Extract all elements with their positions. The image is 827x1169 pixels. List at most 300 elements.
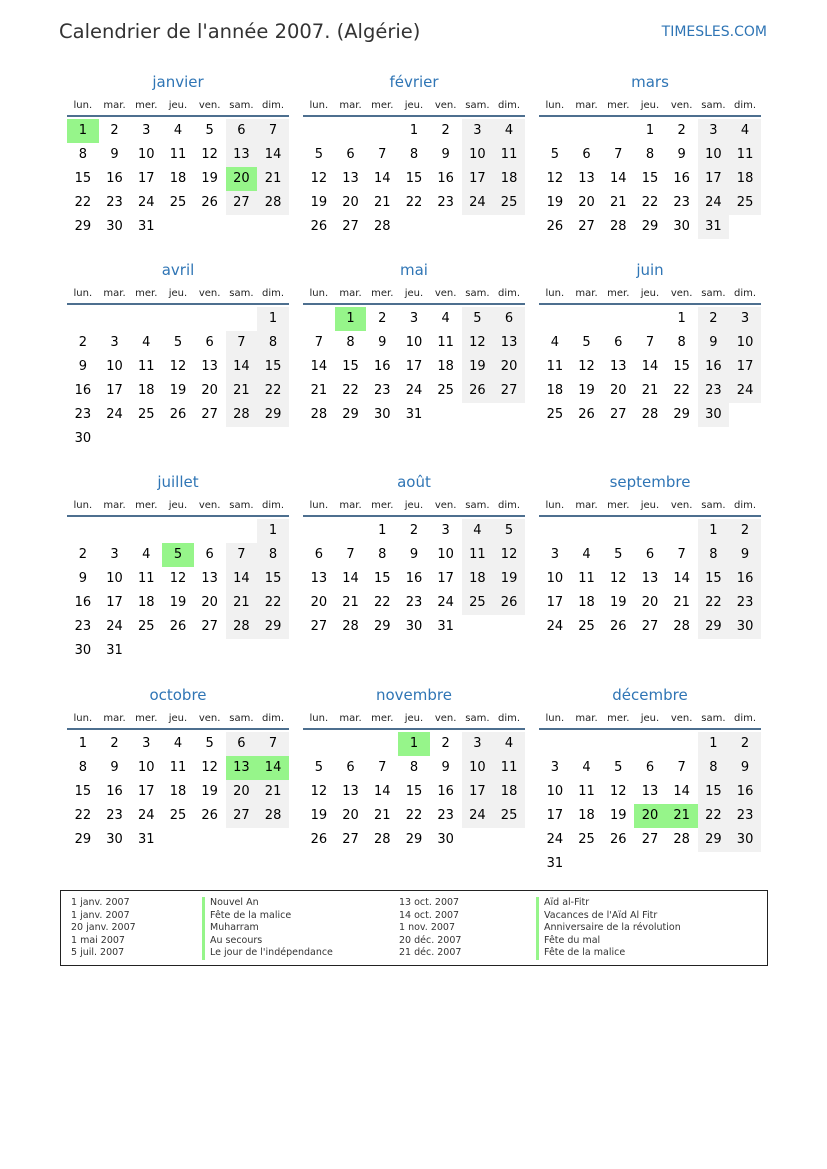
day-cell: 4 (582, 547, 591, 562)
day-cell: 31 (137, 219, 155, 234)
weekday-label: mar. (575, 500, 598, 511)
day-cell: 7 (257, 732, 289, 756)
day-cell: 1 (677, 311, 686, 326)
day-cell: 4 (173, 123, 183, 138)
month-name: septembre (609, 473, 691, 491)
day-cell: 15 (698, 567, 730, 591)
weekday-header (67, 710, 289, 730)
holiday-day-cell: 1 (398, 732, 430, 756)
day-cell: 9 (78, 571, 87, 586)
month-3 (539, 72, 761, 239)
day-cell: 3 (462, 732, 494, 756)
day-cell: 7 (346, 547, 355, 562)
day-cell: 4 (441, 311, 450, 326)
day-cell: 6 (205, 335, 214, 350)
day-cell: 21 (373, 808, 391, 823)
weekday-label: mar. (103, 500, 126, 511)
month-7 (67, 472, 289, 663)
day-cell: 25 (493, 191, 525, 215)
day-cell: 27 (201, 619, 218, 634)
weekday-label: mer. (607, 713, 630, 724)
day-cell: 12 (169, 359, 187, 374)
day-cell: 18 (462, 567, 494, 591)
day-cell: 26 (609, 619, 627, 634)
day-cell: 25 (578, 832, 595, 847)
weekday-label: lun. (545, 713, 565, 724)
empty-cell (539, 119, 571, 143)
weekday-label: lun. (73, 100, 93, 111)
day-cell: 17 (137, 784, 155, 799)
weekday-label: mer. (371, 100, 394, 111)
weekday-label: sam. (229, 713, 254, 724)
day-cell: 10 (729, 331, 761, 355)
day-cell: 13 (226, 143, 258, 167)
day-cell: 2 (378, 311, 387, 326)
day-cell: 8 (346, 335, 355, 350)
day-cell: 1 (378, 523, 387, 538)
day-cell: 24 (729, 379, 761, 403)
day-cell: 26 (201, 195, 218, 210)
weekday-label: lun. (545, 100, 565, 111)
day-cell: 13 (641, 784, 659, 799)
day-cell: 19 (578, 383, 595, 398)
day-cell: 17 (437, 571, 454, 586)
day-cell: 13 (201, 571, 218, 586)
day-cell: 25 (546, 407, 564, 422)
day-cell: 10 (546, 571, 564, 586)
day-cell: 23 (106, 808, 123, 823)
day-cell: 7 (677, 547, 686, 562)
day-cell: 14 (226, 567, 258, 591)
day-cell: 13 (342, 784, 359, 799)
day-cell: 11 (169, 760, 187, 775)
day-cell: 5 (314, 147, 323, 162)
day-cell: 9 (729, 543, 761, 567)
day-grid (539, 307, 761, 427)
day-cell: 24 (698, 191, 730, 215)
day-cell: 11 (437, 335, 454, 350)
weekday-label: dim. (498, 713, 521, 724)
weekday-label: jeu. (168, 713, 188, 724)
day-cell: 11 (729, 143, 761, 167)
weekday-label: sam. (229, 100, 254, 111)
weekday-label: ven. (198, 713, 221, 724)
month-name: mai (400, 261, 428, 279)
legend-date: 5 juil. 2007 (71, 947, 125, 959)
day-cell: 22 (74, 195, 92, 210)
day-cell: 31 (546, 856, 564, 871)
day-cell: 26 (310, 832, 328, 847)
month-10 (67, 685, 289, 852)
weekday-label: mar. (339, 100, 362, 111)
day-cell: 30 (729, 828, 761, 852)
day-grid (303, 732, 525, 852)
weekday-label: jeu. (640, 713, 660, 724)
holiday-day-cell: 13 (226, 756, 258, 780)
day-cell: 27 (310, 619, 328, 634)
weekday-header (539, 497, 761, 517)
empty-cell (366, 119, 398, 143)
day-cell: 10 (546, 784, 564, 799)
day-cell: 5 (614, 547, 623, 562)
day-cell: 26 (201, 808, 218, 823)
day-cell: 3 (550, 760, 559, 775)
day-cell: 13 (342, 171, 359, 186)
legend-holiday-name: Vacances de l'Aïd Al Fitr (536, 910, 681, 923)
day-cell: 23 (729, 591, 761, 615)
day-cell: 31 (106, 643, 123, 658)
weekday-label: dim. (498, 100, 521, 111)
empty-cell (602, 732, 634, 756)
day-cell: 17 (106, 383, 123, 398)
day-cell: 23 (74, 619, 92, 634)
legend-date: 1 janv. 2007 (71, 909, 130, 921)
day-cell: 15 (342, 359, 359, 374)
legend-names-col-1 (202, 897, 333, 960)
weekday-label: ven. (434, 500, 457, 511)
month-11 (303, 685, 525, 852)
day-cell: 3 (142, 736, 151, 751)
weekday-header (303, 285, 525, 305)
empty-cell (335, 732, 367, 756)
legend-holiday-name: Aïd al-Fitr (536, 897, 681, 910)
day-cell: 5 (205, 123, 214, 138)
day-cell: 21 (257, 780, 289, 804)
holiday-day-cell: 1 (335, 307, 367, 331)
day-cell: 14 (641, 359, 659, 374)
weekday-label: jeu. (640, 500, 660, 511)
legend-dates-col-1 (71, 897, 136, 960)
empty-cell (602, 119, 634, 143)
day-cell: 19 (201, 171, 218, 186)
legend-dates-col-2 (399, 897, 461, 960)
weekday-label: sam. (701, 500, 726, 511)
day-cell: 8 (409, 147, 419, 162)
day-cell: 4 (493, 732, 525, 756)
legend-date: 20 janv. 2007 (71, 922, 136, 934)
day-cell: 27 (641, 832, 659, 847)
day-cell: 25 (462, 591, 494, 615)
weekday-label: mer. (135, 288, 158, 299)
day-cell: 8 (698, 543, 730, 567)
empty-cell (303, 519, 335, 543)
weekday-label: sam. (229, 288, 254, 299)
day-cell: 5 (314, 760, 323, 775)
day-cell: 31 (437, 619, 454, 634)
day-cell: 16 (74, 595, 92, 610)
legend-holiday-name: Nouvel An (202, 897, 333, 910)
day-cell: 3 (550, 547, 559, 562)
day-cell: 7 (257, 119, 289, 143)
day-cell: 25 (437, 383, 454, 398)
day-cell: 7 (378, 147, 387, 162)
day-cell: 26 (493, 591, 525, 615)
day-cell: 17 (462, 780, 494, 804)
day-cell: 5 (173, 335, 183, 350)
weekday-label: lun. (309, 288, 329, 299)
weekday-label: dim. (734, 288, 757, 299)
holiday-day-cell: 14 (257, 756, 289, 780)
day-cell: 11 (137, 571, 155, 586)
holiday-day-cell: 20 (634, 804, 666, 828)
weekday-label: mar. (339, 288, 362, 299)
day-cell: 4 (493, 119, 525, 143)
day-cell: 12 (201, 147, 218, 162)
weekday-label: jeu. (168, 500, 188, 511)
day-cell: 21 (226, 379, 258, 403)
day-grid (67, 732, 289, 852)
weekday-header (539, 97, 761, 117)
day-cell: 22 (405, 195, 423, 210)
day-cell: 28 (641, 407, 659, 422)
day-cell: 4 (582, 760, 591, 775)
weekday-header (539, 285, 761, 305)
day-cell: 11 (578, 784, 595, 799)
day-cell: 21 (310, 383, 328, 398)
legend-date: 20 déc. 2007 (399, 934, 462, 946)
legend-holiday-name: Anniversaire de la révolution (536, 922, 681, 935)
day-cell: 28 (226, 403, 258, 427)
weekday-label: dim. (734, 500, 757, 511)
weekday-label: mer. (371, 288, 394, 299)
month-name: décembre (612, 686, 688, 704)
empty-cell (67, 307, 99, 331)
day-cell: 18 (137, 595, 155, 610)
day-cell: 13 (310, 571, 328, 586)
day-cell: 24 (462, 804, 494, 828)
day-cell: 29 (698, 828, 730, 852)
weekday-label: ven. (670, 500, 693, 511)
day-cell: 25 (137, 407, 155, 422)
day-cell: 9 (441, 760, 450, 775)
weekday-label: dim. (262, 100, 285, 111)
day-cell: 1 (78, 736, 87, 751)
month-name: juillet (157, 473, 199, 491)
empty-cell (226, 519, 258, 543)
day-cell: 9 (110, 147, 119, 162)
weekday-label: mer. (135, 100, 158, 111)
day-cell: 16 (106, 784, 123, 799)
day-cell: 22 (641, 195, 659, 210)
day-cell: 23 (729, 804, 761, 828)
day-cell: 18 (437, 359, 454, 374)
day-cell: 14 (257, 143, 289, 167)
holiday-day-cell: 5 (162, 543, 194, 567)
day-cell: 20 (201, 383, 218, 398)
holiday-day-cell: 1 (67, 119, 99, 143)
month-name: novembre (376, 686, 452, 704)
day-cell: 29 (373, 619, 391, 634)
day-cell: 19 (546, 195, 564, 210)
day-cell: 2 (110, 123, 119, 138)
empty-cell (335, 519, 367, 543)
day-cell: 7 (677, 760, 686, 775)
day-cell: 18 (578, 595, 595, 610)
legend-holiday-name: Muharram (202, 922, 333, 935)
day-cell: 28 (310, 407, 328, 422)
day-cell: 10 (462, 756, 494, 780)
day-cell: 14 (673, 571, 690, 586)
day-cell: 19 (310, 808, 328, 823)
day-cell: 30 (106, 832, 123, 847)
legend-holiday-name: Fête du mal (536, 935, 681, 948)
day-cell: 29 (673, 407, 690, 422)
month-6 (539, 260, 761, 427)
legend-holiday-name: Au secours (202, 935, 333, 948)
weekday-header (303, 710, 525, 730)
day-cell: 10 (405, 335, 423, 350)
day-cell: 11 (169, 147, 187, 162)
day-cell: 31 (698, 215, 730, 239)
day-cell: 17 (405, 359, 423, 374)
day-cell: 15 (257, 355, 289, 379)
day-cell: 23 (437, 808, 454, 823)
day-cell: 14 (609, 171, 627, 186)
weekday-label: sam. (701, 100, 726, 111)
weekday-label: lun. (73, 500, 93, 511)
day-cell: 5 (550, 147, 559, 162)
day-cell: 24 (137, 195, 155, 210)
day-cell: 21 (609, 195, 627, 210)
day-cell: 16 (673, 171, 690, 186)
day-cell: 31 (405, 407, 423, 422)
day-cell: 28 (342, 619, 359, 634)
empty-cell (571, 307, 603, 331)
day-cell: 18 (729, 167, 761, 191)
weekday-label: dim. (262, 288, 285, 299)
weekday-label: jeu. (168, 288, 188, 299)
day-cell: 6 (346, 760, 355, 775)
empty-cell (194, 307, 226, 331)
legend-date: 14 oct. 2007 (399, 909, 460, 921)
day-cell: 5 (582, 335, 591, 350)
empty-cell (303, 732, 335, 756)
month-8 (303, 472, 525, 639)
day-cell: 4 (550, 335, 559, 350)
month-1 (67, 72, 289, 239)
day-cell: 24 (137, 808, 155, 823)
day-cell: 18 (493, 780, 525, 804)
day-grid (539, 519, 761, 639)
day-cell: 23 (405, 595, 423, 610)
day-cell: 28 (673, 832, 690, 847)
weekday-label: sam. (701, 713, 726, 724)
day-cell: 20 (578, 195, 595, 210)
day-cell: 30 (437, 832, 454, 847)
month-5 (303, 260, 525, 427)
empty-cell (571, 732, 603, 756)
day-cell: 15 (405, 784, 423, 799)
day-cell: 28 (373, 832, 391, 847)
weekday-label: mer. (135, 713, 158, 724)
day-cell: 5 (614, 760, 623, 775)
empty-cell (366, 732, 398, 756)
day-cell: 21 (342, 595, 359, 610)
weekday-label: jeu. (640, 288, 660, 299)
day-cell: 17 (698, 167, 730, 191)
day-cell: 10 (106, 359, 123, 374)
day-cell: 9 (409, 547, 419, 562)
day-cell: 4 (729, 119, 761, 143)
day-cell: 22 (74, 808, 92, 823)
day-cell: 9 (698, 331, 730, 355)
day-cell: 13 (201, 359, 218, 374)
legend-date: 13 oct. 2007 (399, 897, 460, 908)
day-cell: 6 (314, 547, 323, 562)
day-cell: 6 (614, 335, 623, 350)
day-cell: 24 (546, 619, 564, 634)
day-cell: 20 (342, 195, 359, 210)
day-grid (303, 119, 525, 239)
day-cell: 10 (698, 143, 730, 167)
day-cell: 15 (641, 171, 659, 186)
empty-cell (666, 519, 698, 543)
empty-cell (539, 307, 571, 331)
day-grid (303, 307, 525, 427)
day-cell: 3 (110, 335, 119, 350)
day-cell: 25 (169, 808, 187, 823)
weekday-label: lun. (545, 500, 565, 511)
day-grid (67, 519, 289, 663)
weekday-label: dim. (734, 100, 757, 111)
day-cell: 8 (78, 760, 87, 775)
day-cell: 14 (373, 784, 391, 799)
day-cell: 10 (437, 547, 454, 562)
day-cell: 30 (673, 219, 690, 234)
day-cell: 14 (342, 571, 359, 586)
day-cell: 22 (405, 808, 423, 823)
day-cell: 10 (106, 571, 123, 586)
day-cell: 6 (645, 760, 655, 775)
day-cell: 11 (546, 359, 564, 374)
day-cell: 2 (729, 519, 761, 543)
day-cell: 7 (226, 331, 258, 355)
legend-date: 1 mai 2007 (71, 934, 125, 946)
day-cell: 2 (441, 736, 450, 751)
empty-cell (130, 307, 162, 331)
empty-cell (602, 307, 634, 331)
empty-cell (666, 732, 698, 756)
weekday-label: ven. (198, 500, 221, 511)
day-cell: 3 (110, 547, 119, 562)
day-cell: 16 (729, 567, 761, 591)
site-logo-link[interactable]: TIMESLES.COM (661, 24, 767, 40)
day-cell: 6 (582, 147, 591, 162)
day-cell: 2 (110, 736, 119, 751)
weekday-label: ven. (434, 288, 457, 299)
day-cell: 19 (462, 355, 494, 379)
day-cell: 16 (373, 359, 391, 374)
weekday-label: dim. (262, 500, 285, 511)
day-cell: 29 (641, 219, 659, 234)
day-cell: 12 (493, 543, 525, 567)
day-cell: 26 (310, 219, 328, 234)
day-cell: 16 (729, 780, 761, 804)
day-cell: 23 (673, 195, 690, 210)
month-name: juin (636, 261, 664, 279)
day-cell: 4 (462, 519, 494, 543)
day-cell: 9 (677, 147, 686, 162)
day-cell: 6 (645, 547, 655, 562)
day-cell: 20 (342, 808, 359, 823)
empty-cell (226, 307, 258, 331)
day-cell: 17 (546, 595, 564, 610)
day-grid (539, 732, 761, 876)
day-cell: 11 (493, 756, 525, 780)
day-cell: 12 (609, 571, 627, 586)
day-cell: 3 (698, 119, 730, 143)
day-cell: 19 (493, 567, 525, 591)
